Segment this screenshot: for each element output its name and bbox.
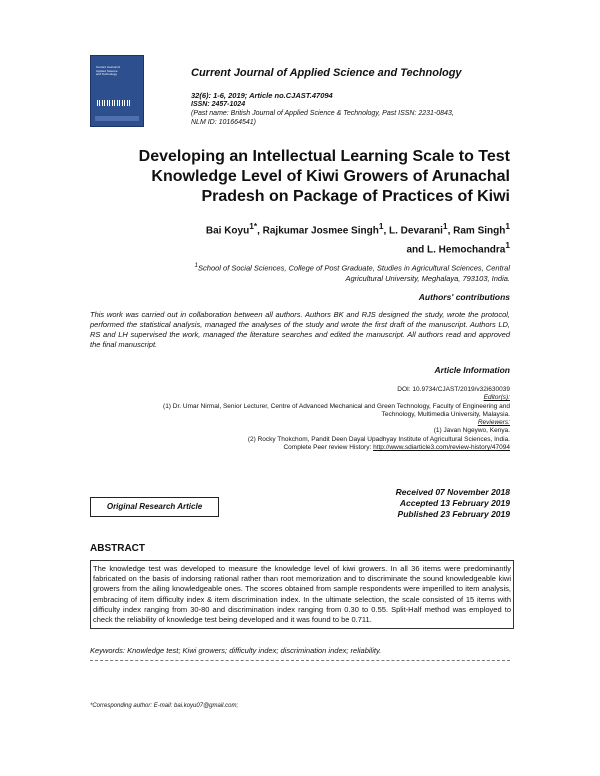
past-name-line: (Past name: British Journal of Applied Science & Technology, Past ISSN: 2231-0843, [191, 110, 454, 117]
published-date: Published 23 February 2019 [397, 509, 510, 519]
cover-title-line: Current Journal of [96, 65, 121, 69]
issn-line: ISSN: 2457-1024 [191, 101, 246, 108]
keywords: Keywords: Knowledge test; Kiwi growers; difficulty index; discrimination index; reliability. [90, 646, 382, 655]
journal-cover-image [90, 55, 144, 127]
author-name: , Rajkumar Josmee Singh [257, 225, 379, 237]
author-name: and L. Hemochandra [406, 244, 506, 256]
review-history [70, 444, 510, 452]
journal-meta [191, 91, 454, 127]
paper-title [70, 147, 510, 207]
affiliation [90, 261, 510, 284]
affiliation-line: Agricultural University, Meghalaya, 793103, India. [345, 273, 510, 283]
author-sup: 1 [505, 240, 510, 251]
doi: DOI: 10.9734/CJAST/2019/v32i630039 [397, 386, 510, 393]
volume-line: 32(6): 1-6, 2019; Article no.CJAST.47094 [191, 91, 333, 100]
contributions-text: This work was carried out in collaboration between all authors. Authors BK and RJS designed the study, wrote the protocol, performed the statistical analysis, managed the analyses of the study and wrote the first draft of the manuscript. Authors LD, RS and LH supervised the work, managed the literature searches and edited the manuscript. All authors read and approved the final manuscript. [90, 310, 510, 349]
author-name: , Ram Singh [447, 225, 506, 237]
footnote-divider [90, 660, 510, 661]
editor-entry-cont: Technology, Multimedia University, Malaysia. [381, 410, 510, 418]
accepted-date: Accepted 13 February 2019 [399, 498, 510, 508]
cover-title-line: and Technology [96, 72, 117, 76]
title-line: Knowledge Level of Kiwi Growers of Arunachal [151, 168, 510, 185]
cover-title-line: Applied Science [96, 68, 118, 73]
author-sup: 1 [505, 221, 510, 231]
author-sup: 1 [378, 221, 384, 231]
author-sup: 1* [249, 221, 258, 231]
abstract-text: The knowledge test was developed to measure the knowledge level of kiwi growers. In all 36 items were predominantly fabricated on the basis of indorsing rational rather than root memorization and to discriminate the sound knowledgeable kiwi growers from the ailing knowledgeable ones. The scores obtained from sample respondents were imperilled to item analysis, embracing of item difficulty index & item discrimination index. In the ultimate selection, the scale consisted of 15 items with difficulty index ranging from 30-80 and discrimination index ranging from 0.30 to 0.55. Split-Half method was employed to check the reliability of knowledge test being developed and it was found to be 0.711. [90, 560, 514, 629]
article-info-heading: Article Information [434, 365, 510, 375]
received-date: Received 07 November 2018 [395, 487, 510, 497]
reviewer-entry: (1) Javan Ngeywo, Kenya. [433, 427, 510, 435]
abstract-heading: ABSTRACT [90, 543, 145, 554]
editor-entry: (1) Dr. Umar Nirmal, Senior Lecturer, Centre of Advanced Mechanical and Green Technology, Faculty of Engineering and [163, 402, 510, 410]
corresponding-author: *Corresponding author: E-mail: bai.koyu07@gmail.com; [90, 703, 239, 709]
editors-label: Editor(s): [483, 394, 510, 402]
cover-barcode [97, 100, 131, 106]
author-sup: 1 [442, 221, 448, 231]
cover-footer-band [95, 116, 139, 121]
contributions-heading: Authors' contributions [418, 292, 510, 302]
reviewer-entry: (2) Rocky Thokchom, Pandit Deen Dayal Upadhyay Institute of Agricultural Sciences, India. [247, 435, 510, 443]
article-type-badge: Original Research Article [90, 497, 219, 517]
review-history-label: Complete Peer review History: [283, 444, 374, 452]
affiliation-sup: 1 [194, 262, 199, 269]
cover-title [96, 66, 138, 77]
nlm-line: NLM ID: 101664541) [191, 119, 256, 126]
title-line: Pradesh on Package of Practices of Kiwi [201, 188, 510, 205]
title-line: Developing an Intellectual Learning Scale to Test [138, 148, 510, 165]
review-history-link[interactable]: http://www.sdiarticle3.com/review-history/47094 [373, 444, 510, 452]
article-info [70, 386, 510, 452]
journal-name: Current Journal of Applied Science and Technology [191, 67, 462, 79]
author-name: Bai Koyu [205, 225, 250, 237]
article-dates [396, 487, 510, 520]
reviewers-label: Reviewers: [477, 419, 510, 427]
affiliation-line: School of Social Sciences, College of Post Graduate, Studies in Agricultural Sciences, Central [198, 263, 510, 273]
author-list [70, 219, 510, 258]
author-name: , L. Devarani [383, 225, 443, 237]
